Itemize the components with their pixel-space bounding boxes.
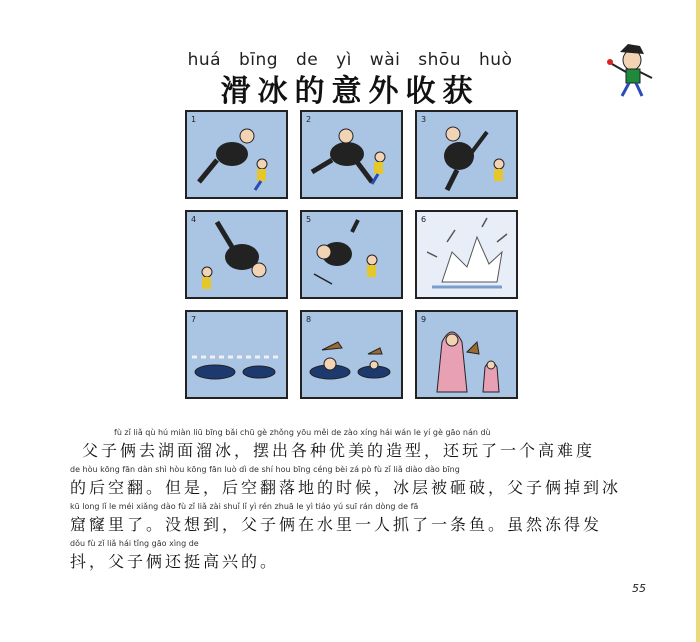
line-pinyin: fù zǐ liǎ qù hú miàn liū bīng bǎi chū gè zhǒng yōu měi de zào xíng hái wán le yí gè gāo nán dù	[114, 428, 491, 437]
comic-panel	[185, 310, 288, 399]
line-text: 父子俩去湖面溜冰，摆出各种优美的造型，还玩了一个高难度	[82, 441, 596, 460]
comic-panel	[300, 110, 403, 199]
panel-number: 3	[421, 115, 427, 124]
comic-panel	[415, 110, 518, 199]
title-pinyin: huá bīng de yì wài shōu huò	[187, 50, 513, 70]
comic-panel	[185, 110, 288, 199]
comic-strip	[185, 110, 518, 402]
line-text: 抖，父子俩还挺高兴的。	[70, 552, 280, 571]
line-pinyin: kū long lǐ le méi xiǎng dào fù zǐ liǎ zài shuǐ lǐ yì rén zhuā le yì tiáo yú suī rán dòng de fā	[70, 502, 419, 511]
comic-panel	[300, 210, 403, 299]
line-pinyin: de hòu kōng fān dàn shì hòu kōng fān luò dì de shí hou bīng céng bèi zá pò fù zǐ liǎ diào dào bīng	[70, 465, 460, 474]
mascot-illustration	[602, 40, 658, 100]
panel-number: 1	[191, 115, 197, 124]
page-title: 滑冰的意外收获	[220, 74, 480, 109]
panel-number: 5	[306, 215, 312, 224]
panel-number: 6	[421, 215, 427, 224]
line-text: 的后空翻。但是，后空翻落地的时候，冰层被砸破，父子俩掉到冰	[70, 478, 622, 497]
panel-number: 8	[306, 315, 312, 324]
story-text	[70, 428, 645, 571]
page-number: 55	[632, 582, 646, 595]
panel-number: 4	[191, 215, 197, 224]
line-text: 窟窿里了。没想到，父子俩在水里一人抓了一条鱼。虽然冻得发	[70, 515, 603, 534]
line-pinyin: dǒu fù zǐ liǎ hái tǐng gāo xìng de	[70, 539, 199, 548]
panel-number: 2	[306, 115, 312, 124]
comic-panel	[415, 210, 518, 299]
panel-number: 7	[191, 315, 197, 324]
comic-panel	[415, 310, 518, 399]
panel-number: 9	[421, 315, 427, 324]
comic-panel	[300, 310, 403, 399]
comic-panel	[185, 210, 288, 299]
